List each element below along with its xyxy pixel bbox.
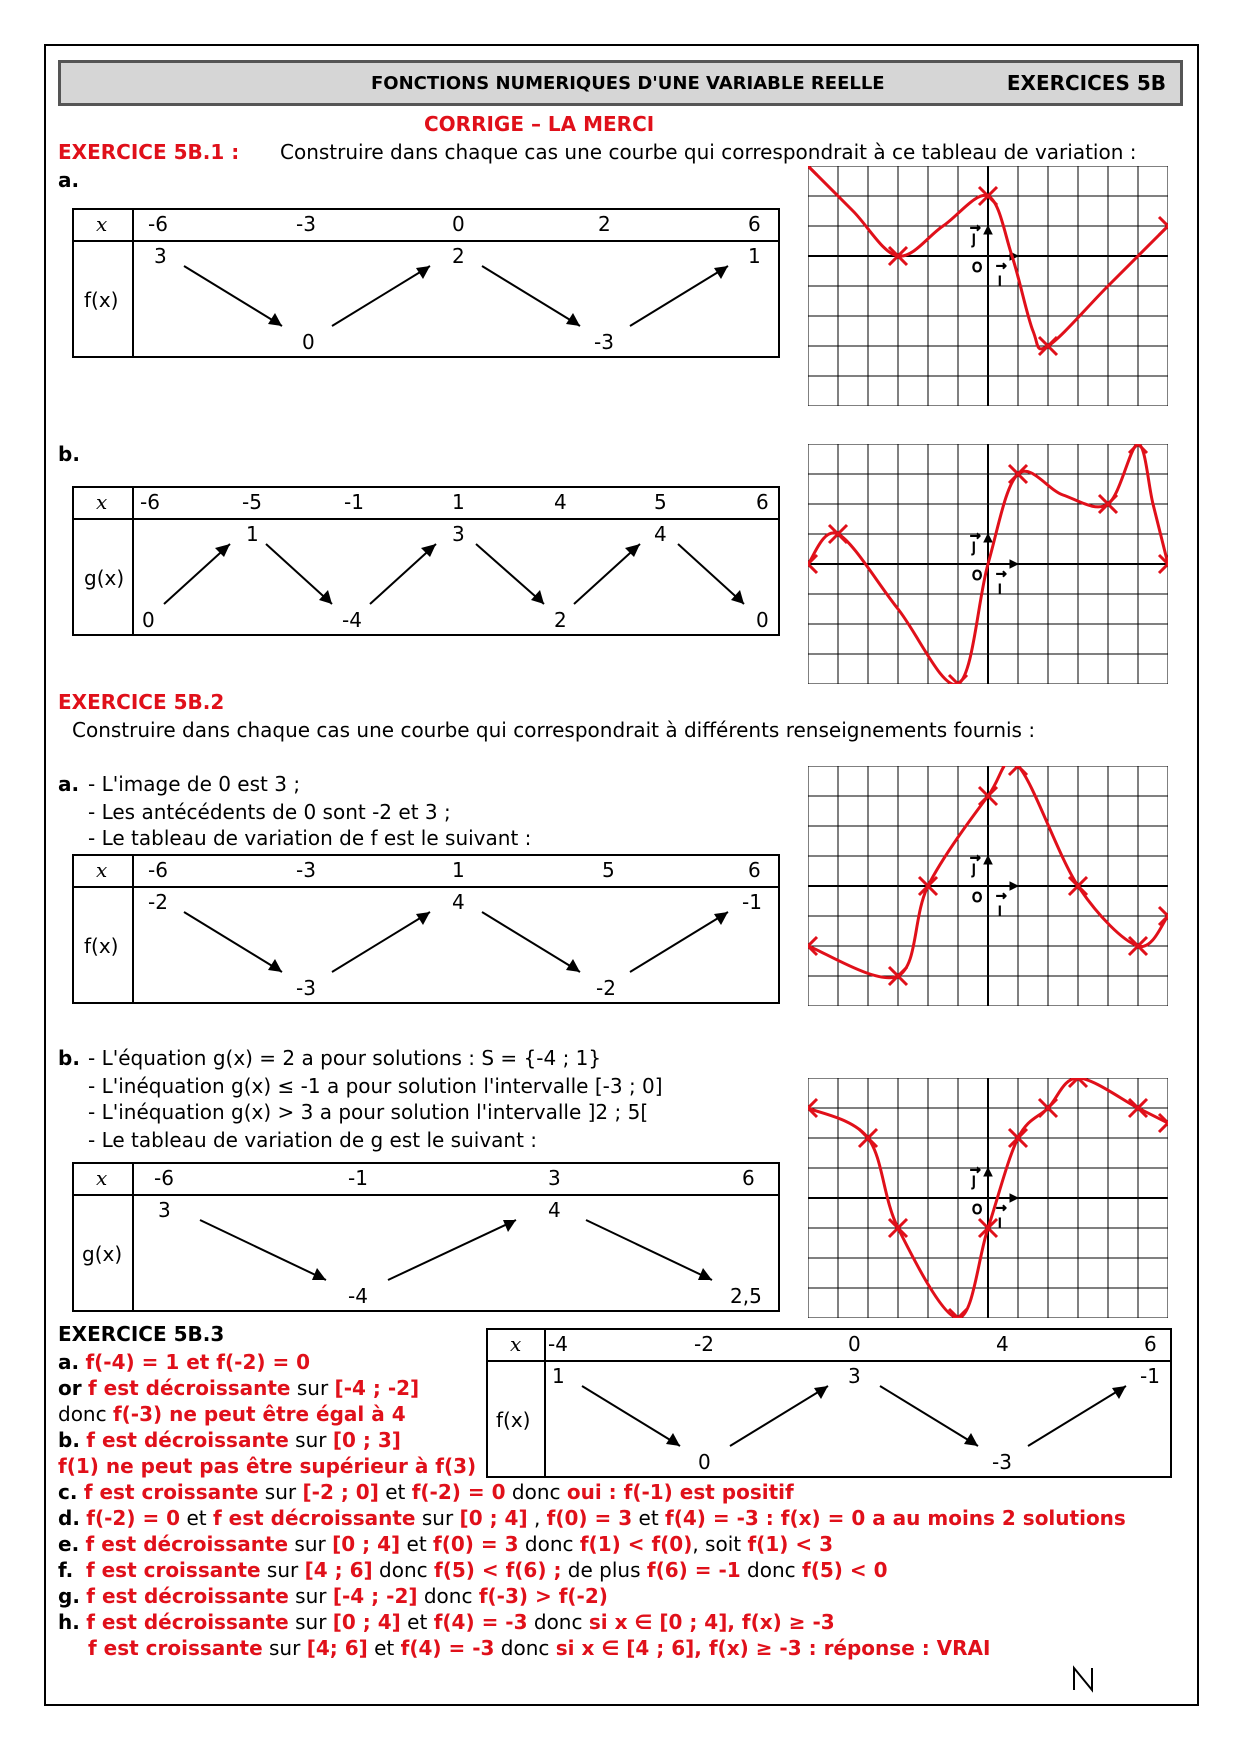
ex2-a-line: - Les antécédents de 0 sont -2 et 3 ; [88,800,451,824]
x-value: 5 [654,490,667,514]
svg-text:→: → [970,851,981,866]
graph-ex1-a [808,166,1168,406]
g-value: 3 [158,1198,171,1222]
ex1-a-label: a. [58,168,80,192]
x-value: 4 [996,1332,1009,1356]
f-value: 3 [154,244,167,268]
svg-text:O: O [972,891,983,906]
x-value: 1 [452,490,465,514]
x-label: x [96,212,108,236]
x-value: -6 [148,212,168,236]
f-value: -3 [594,330,614,354]
ex3-title: EXERCICE 5B.3 [58,1322,225,1346]
f-value: -3 [992,1450,1012,1474]
answer-a: a. f(-4) = 1 et f(-2) = 0 [58,1350,311,1374]
header-title: FONCTIONS NUMERIQUES D'UNE VARIABLE REELLE [371,73,885,94]
ex2-b-line: - L'inéquation g(x) ≤ -1 a pour solution l'intervalle [-3 ; 0] [88,1074,663,1098]
ex2-a-line: - L'image de 0 est 3 ; [88,772,301,796]
svg-text:j: j [972,233,976,248]
ex2-table-a [72,854,780,1004]
f-label: f(x) [84,934,119,958]
ex2-prompt: Construire dans chaque cas une courbe qui correspondrait à différents renseignements fournis : [72,718,1036,742]
x-value: -5 [242,490,262,514]
x-label: x [96,858,108,882]
f-label: f(x) [84,288,119,312]
ex2-a-label: a. [58,772,80,796]
variation-arrows [74,856,782,1006]
f-value: -1 [742,890,762,914]
answer-a3: donc f(-3) ne peut être égal à 4 [58,1402,406,1426]
g-value: 0 [756,608,769,632]
g-value: 1 [246,522,259,546]
f-value: -3 [296,976,316,1000]
x-value: 0 [452,212,465,236]
answer-c: c. f est croissante sur [-2 ; 0] et f(-2) = 0 donc oui : f(-1) est positif [58,1480,794,1504]
graph-ex2-a [808,766,1168,1006]
ex2-b-line: - L'inéquation g(x) > 3 a pour solution l'intervalle ]2 ; 5[ [88,1100,649,1124]
x-value: 3 [548,1166,561,1190]
g-value: 2,5 [730,1284,762,1308]
x-value: 0 [848,1332,861,1356]
ex1-table-b [72,486,780,636]
f-value: 2 [452,244,465,268]
x-value: 1 [452,858,465,882]
ex1-prompt: Construire dans chaque cas une courbe qui correspondrait à ce tableau de variation : [280,140,1137,164]
x-value: -1 [344,490,364,514]
svg-text:O: O [972,569,983,584]
x-value: -3 [296,858,316,882]
x-value: 6 [756,490,769,514]
ex1-title: EXERCICE 5B.1 : [58,140,240,164]
answer-a2: or f est décroissante sur [-4 ; -2] [58,1376,420,1400]
answer-b: b. f est décroissante sur [0 ; 3] [58,1428,401,1452]
g-value: 0 [142,608,155,632]
svg-text:O: O [972,261,983,276]
f-value: 4 [452,890,465,914]
answer-g: g. f est décroissante sur [-4 ; -2] donc f(-3) > f(-2) [58,1584,608,1608]
x-value: -3 [296,212,316,236]
f-value: -2 [148,890,168,914]
ex3-table [486,1328,1172,1478]
svg-text:i: i [998,275,1002,290]
svg-text:→: → [970,221,981,236]
ex2-b-label: b. [58,1046,80,1070]
x-value: -6 [154,1166,174,1190]
f-value: -1 [1140,1364,1160,1388]
svg-text:j: j [972,1175,976,1190]
graph-ex1-b [808,444,1168,684]
answer-h: h. f est décroissante sur [0 ; 4] et f(4) = -3 donc si x ∈ [0 ; 4], f(x) ≥ -3 [58,1610,835,1634]
ex2-b-line: - L'équation g(x) = 2 a pour solutions : S = {-4 ; 1} [88,1046,602,1070]
x-value: 6 [1144,1332,1157,1356]
svg-text:→: → [996,1201,1007,1216]
answer-e: e. f est décroissante sur [0 ; 4] et f(0) = 3 donc f(1) < f(0), soit f(1) < 3 [58,1532,833,1556]
x-value: -2 [694,1332,714,1356]
svg-text:i: i [998,1217,1002,1232]
g-label: g(x) [84,566,125,590]
ex2-a-line: - Le tableau de variation de f est le suivant : [88,826,532,850]
svg-text:→: → [996,889,1007,904]
g-value: -4 [342,608,362,632]
corrige-title: CORRIGE – LA MERCI [424,112,655,136]
x-label: x [96,490,108,514]
x-label: x [510,1332,522,1356]
svg-text:→: → [970,529,981,544]
svg-text:i: i [998,905,1002,920]
variation-arrows [74,210,782,360]
ex2-table-b [72,1162,780,1312]
answer-b2: f(1) ne peut pas être supérieur à f(3) [58,1454,477,1478]
f-value: -2 [596,976,616,1000]
variation-arrows [488,1330,1174,1480]
ex2-title: EXERCICE 5B.2 [58,690,225,714]
header-section: EXERCICES 5B [1006,71,1166,95]
answer-h2: f est croissante sur [4; 6] et f(4) = -3 donc si x ∈ [4 ; 6], f(x) ≥ -3 : réponse : VRAI [88,1636,991,1660]
x-value: 5 [602,858,615,882]
svg-text:O: O [972,1203,983,1218]
answer-d: d. f(-2) = 0 et f est décroissante sur [0 ; 4] , f(0) = 3 et f(4) = -3 : f(x) = 0 a au moins 2 solutions [58,1506,1126,1530]
f-value: 0 [698,1450,711,1474]
g-value: 3 [452,522,465,546]
svg-text:→: → [996,259,1007,274]
f-label: f(x) [496,1408,531,1432]
g-value: -4 [348,1284,368,1308]
ex1-table-a [72,208,780,358]
f-value: 1 [552,1364,565,1388]
x-value: 6 [742,1166,755,1190]
x-value: -6 [140,490,160,514]
ex1-b-label: b. [58,442,80,466]
svg-text:j: j [972,863,976,878]
x-value: -4 [548,1332,568,1356]
x-value: -6 [148,858,168,882]
x-label: x [96,1166,108,1190]
svg-text:→: → [970,1163,981,1178]
x-value: -1 [348,1166,368,1190]
g-value: 2 [554,608,567,632]
answer-f: f. f est croissante sur [4 ; 6] donc f(5) < f(6) ; de plus f(6) = -1 donc f(5) < 0 [58,1558,888,1582]
variation-arrows [74,1164,782,1314]
variation-arrows [74,488,782,638]
header-bar [58,60,1183,106]
x-value: 6 [748,858,761,882]
g-value: 4 [654,522,667,546]
x-value: 6 [748,212,761,236]
f-value: 3 [848,1364,861,1388]
ex2-b-line: - Le tableau de variation de g est le suivant : [88,1128,538,1152]
f-value: 0 [302,330,315,354]
g-value: 4 [548,1198,561,1222]
page-mark [1070,1664,1110,1694]
svg-text:j: j [972,541,976,556]
svg-text:→: → [996,567,1007,582]
x-value: 2 [598,212,611,236]
graph-ex2-b [808,1078,1168,1318]
f-value: 1 [748,244,761,268]
x-value: 4 [554,490,567,514]
g-label: g(x) [82,1242,123,1266]
svg-text:i: i [998,583,1002,598]
